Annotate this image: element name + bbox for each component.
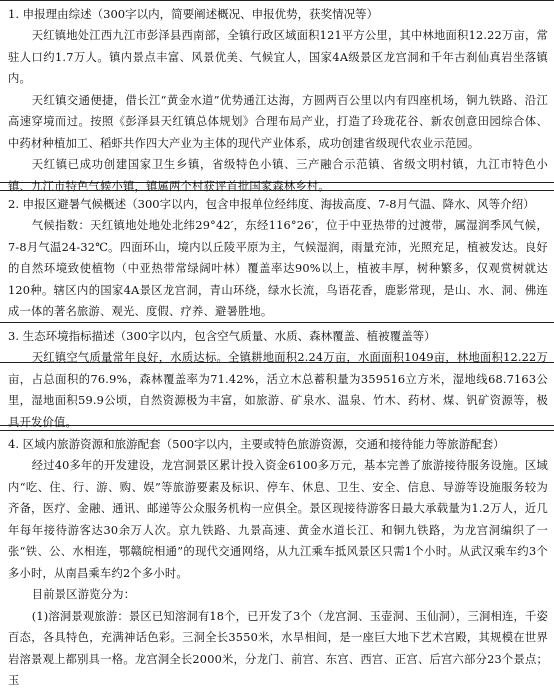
section-3-ecological-indicators: [0, 322, 554, 429]
section-4-paragraph-2: 目前景区游览分为：: [31, 588, 136, 601]
section-2-heading: 2. 申报区避暑气候概述（300字以内，包含申报单位经纬度、海拔高度、7-8月气温、降水、风等介绍）: [8, 197, 535, 211]
section-1-heading: 1. 申报理由综述（300字以内，简要阐述概况、申报优势，获奖情况等）: [8, 7, 379, 21]
section-4-paragraph-3: (1)溶洞景观旅游：景区已知溶洞有18个，已开发了3个（龙宫洞、玉壶洞、玉仙洞），三洞相连，千姿百态，各具特色，充满神话色彩。三洞全长3550米，水旱相间，是一座巨大地下艺术宫殿，其规模在世界岩溶景观上都别具一格。龙宫洞全长2000米，分龙门、前宫、东宫、西宫、正宫、后宫六部分23个景点；玉: [8, 609, 548, 687]
section-1-paragraph-3: 天红镇已成功创建国家卫生乡镇，省级特色小镇、三产融合示范镇、省级文明村镇，九江市特色小镇、九江市特色气候小镇，镇属两个村获评首批国家森林乡村。: [8, 158, 548, 193]
section-3-paragraph-1: 天红镇空气质量常年良好，水质达标。全镇耕地面积2.24万亩，水面面积1049亩，林地面积12.22万亩，占总面积的76.9%，森林覆盖率为71.42%，活立木总蓄积量为359516立方米，湿地线68.7163公里，湿地面积59.9公顷，自然资源极为丰富，如旅游、矿泉水、温泉、竹木、药材、煤、钒矿资源等，极具开发价值。: [8, 351, 548, 429]
section-4-tourism-resources: [0, 430, 554, 687]
section-1-paragraph-2: 天红镇交通便捷，借长江“黄金水道”优势通江达海，方圆两百公里以内有四座机场，铜九铁路、沿江高速穿境而过。按照《彭泽县天红镇总体规划》合理布局产业，打造了玲珑花谷、新农创意田园综合体、中药材种植加工、稻虾共作四大产业为主体的现代产业体系，成功创建省级现代农业示范园。: [8, 93, 548, 150]
section-3-heading: 3. 生态环境指标描述（300字以内，包含空气质量、水质、森林覆盖、植被覆盖等）: [8, 329, 436, 343]
section-4-heading: 4. 区域内旅游资源和旅游配套（500字以内，主要或特色旅游资源，交通和接待能力等旅游配套）: [8, 437, 505, 451]
section-1-application-reason: [0, 0, 554, 193]
section-4-paragraph-1: 经过40多年的开发建设，龙宫洞景区累计投入资金6100多万元，基本完善了旅游接待服务设施。区域内“吃、住、行、游、购、娱”等旅游要素及标识、停车、休息、卫生、安全、信息、导游等设施服务较为齐备，医疗、金融、通讯、邮递等公众服务机构一应俱全。景区现接待游客日最大承载量为1.2万人，近几年每年接待游客达30余万人次。京九铁路、九景高速、黄金水道长江、和铜九铁路，为龙宫洞编织了一张“铁、公、水相连，鄂赣皖相通”的现代交通网络，从九江乘车抵风景区只需1个小时。从武汉乘车约3个多小时，从南昌乘车约2个多小时。: [8, 459, 548, 580]
section-2-paragraph-1: 气候指数：天红镇地处地处北纬29°42′，东经116°26′，位于中亚热带的过渡带，属湿润季风气候，7-8月气温24-32℃。四面环山，境内以丘陵平原为主，气候湿润，雨量充沛，光照充足，植被发达。良好的自然环境致使植物（中亚热带常绿阔叶林）覆盖率达90%以上，植被丰厚，树种繁多，仅观赏树就达120种。辖区内的国家4A景区龙宫洞，青山环绕，绿水长流，鸟语花香，鹿影常现，是山、水、洞、佛连成一体的著名旅游、观光、度假、疗养、避暑胜地。: [8, 219, 548, 318]
section-1-paragraph-1: 天红镇地处江西九江市彭泽县西南部，全镇行政区域面积121平方公里，其中林地面积12.22万亩，常驻人口约1.7万人。镇内景点丰富、风景优美、气候宜人，国家4A级景区龙宫洞和千年古刹仙真岩坐落镇内。: [8, 29, 548, 85]
